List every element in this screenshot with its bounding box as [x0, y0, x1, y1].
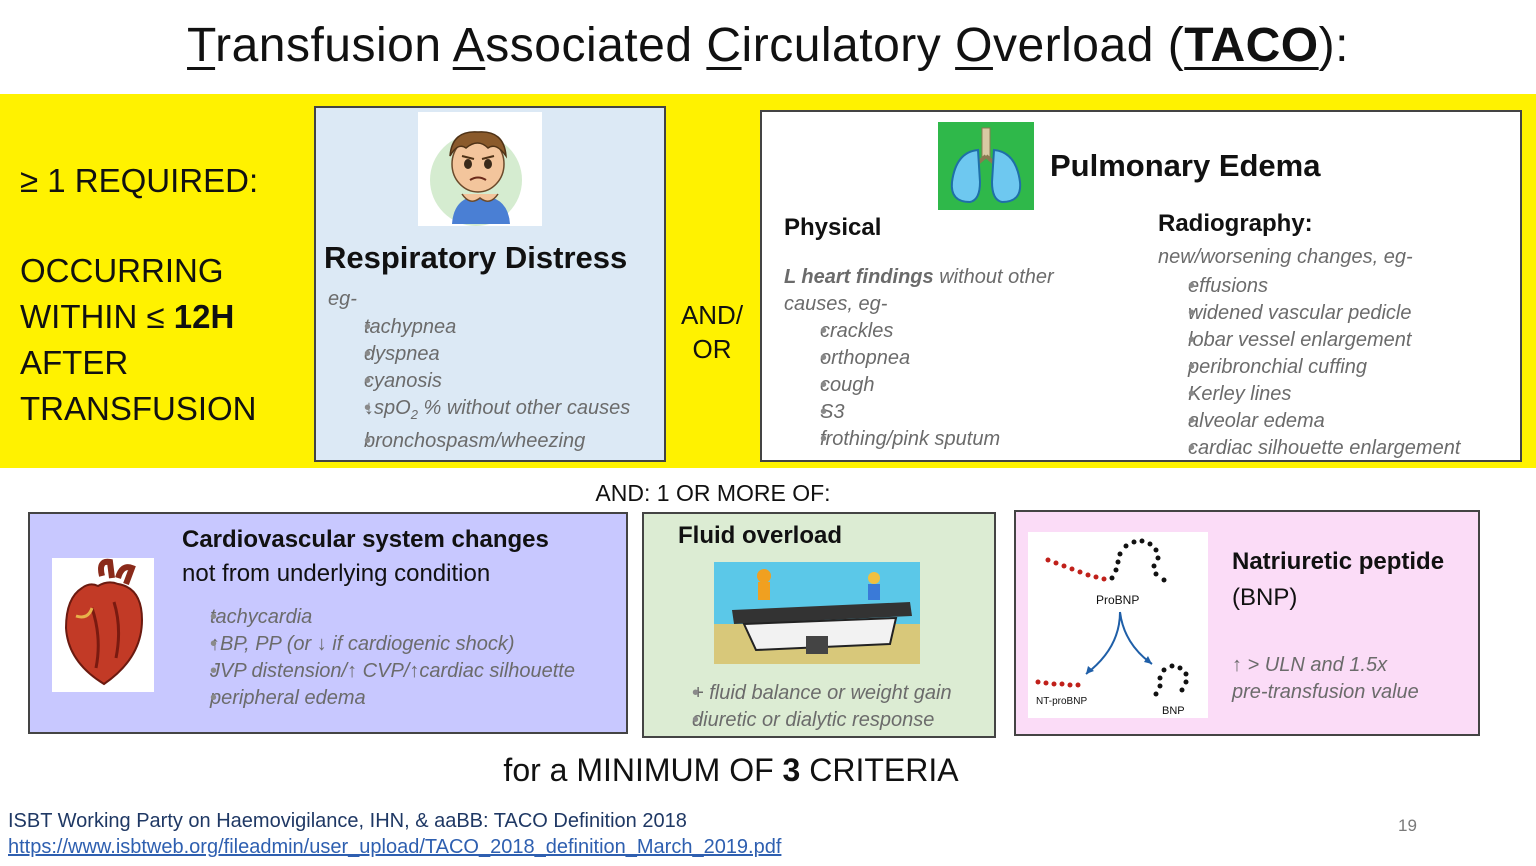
- radiography-intro: new/worsening changes, eg-: [1158, 246, 1413, 268]
- list-item: • peribronchial cuffing: [1158, 354, 1460, 381]
- list-item: • cardiac silhouette enlargement: [1158, 435, 1460, 462]
- minimum-criteria-note: for a MINIMUM OF 3 CRITERIA: [503, 752, 959, 788]
- requirement-text: ≥ 1 REQUIRED: OCCURRING WITHIN ≤ 12H AFTER TRANSFUSION: [20, 158, 258, 432]
- page-title: Transfusion Associated Circulatory Overload (TACO):: [187, 19, 1349, 72]
- list-item: • tachycardia: [174, 604, 575, 631]
- cardiovascular-subheading: not from underlying condition: [182, 560, 491, 587]
- cardiovascular-box: [28, 512, 628, 734]
- list-item: • Kerley lines: [1158, 381, 1460, 408]
- fluid-overload-heading: Fluid overload: [678, 522, 843, 549]
- list-item: • dyspnea: [328, 341, 630, 368]
- list-item: • ↓spO$_2$ % without other causes: [328, 395, 630, 428]
- bnp-threshold: ↑ > ULN and 1.5x pre-transfusion value: [1232, 654, 1419, 703]
- natriuretic-peptide-box: ProBNP NT-proBNP BNP Natriuretic peptide (BNP) ↑ > ULN and 1.5x pre-transfusion value: [1014, 510, 1480, 736]
- distressed-child-image: [418, 112, 542, 226]
- diagram-label: ProBNP: [1096, 593, 1140, 607]
- source-link[interactable]: https://www.isbtweb.org/fileadmin/user_upload/TACO_2018_definition_March_2019.pdf: [8, 836, 782, 858]
- list-item: • effusions: [1158, 273, 1460, 300]
- list-item: • tachypnea: [328, 314, 630, 341]
- list-item: • cough: [784, 372, 1000, 399]
- lungs-image: [938, 122, 1034, 210]
- list-item: • ↑BP, PP (or ↓ if cardiogenic shock): [174, 631, 575, 658]
- page-number: 19: [1398, 816, 1417, 835]
- list-item: • cyanosis: [328, 368, 630, 395]
- physical-heading: Physical: [784, 214, 882, 241]
- radiography-heading: Radiography:: [1158, 210, 1313, 237]
- citation: ISBT Working Party on Haemovigilance, IHN, & aaBB: TACO Definition 2018: [8, 810, 687, 832]
- natriuretic-peptide-heading: Natriuretic peptide: [1232, 548, 1445, 575]
- radiography-findings-list: [1158, 273, 1460, 462]
- list-item: • + fluid balance or weight gain: [656, 680, 952, 707]
- list-item: • S3: [784, 399, 1000, 426]
- physical-intro: L heart findings without other causes, eg-: [784, 266, 1054, 315]
- list-item: • bronchospasm/wheezing: [328, 428, 630, 455]
- additional-criteria-label: AND: 1 OR MORE OF:: [595, 480, 831, 506]
- heart-image: [52, 558, 154, 692]
- list-item: • peripheral edema: [174, 685, 575, 712]
- diagram-label: BNP: [1162, 705, 1185, 717]
- cardiovascular-heading: Cardiovascular system changes: [182, 526, 549, 553]
- pulmonary-edema-box: [760, 110, 1522, 462]
- pulmonary-edema-heading: Pulmonary Edema: [1050, 148, 1321, 183]
- scale-image: [714, 562, 920, 664]
- respiratory-distress-heading: Respiratory Distress: [324, 240, 628, 275]
- cardiovascular-findings-list: [174, 604, 575, 712]
- respiratory-distress-box: Respiratory Distress eg- • tachypnea • dyspnea • cyanosis • ↓spO$_2$ % without other causes • bronchospasm/wheezing: [314, 106, 666, 462]
- list-item: • diuretic or dialytic response: [656, 707, 952, 734]
- list-item: • widened vascular pedicle: [1158, 300, 1460, 327]
- physical-findings-list: [784, 318, 1000, 453]
- list-item: • alveolar edema: [1158, 408, 1460, 435]
- bnp-cleavage-diagram: [1028, 532, 1208, 718]
- fluid-overload-box: [642, 512, 996, 738]
- list-item: • lobar vessel enlargement: [1158, 327, 1460, 354]
- diagram-label: NT-proBNP: [1036, 696, 1088, 707]
- list-item: • frothing/pink sputum: [784, 426, 1000, 453]
- list-item: • JVP distension/↑ CVP/↑cardiac silhouette: [174, 658, 575, 685]
- fluid-overload-list: [656, 680, 952, 734]
- and-or-connector: AND/ OR: [680, 300, 744, 364]
- list-item: • crackles: [784, 318, 1000, 345]
- respiratory-symptom-list: [328, 314, 630, 455]
- list-item: • orthopnea: [784, 345, 1000, 372]
- requirement-count: ≥ 1 REQUIRED:: [20, 162, 259, 199]
